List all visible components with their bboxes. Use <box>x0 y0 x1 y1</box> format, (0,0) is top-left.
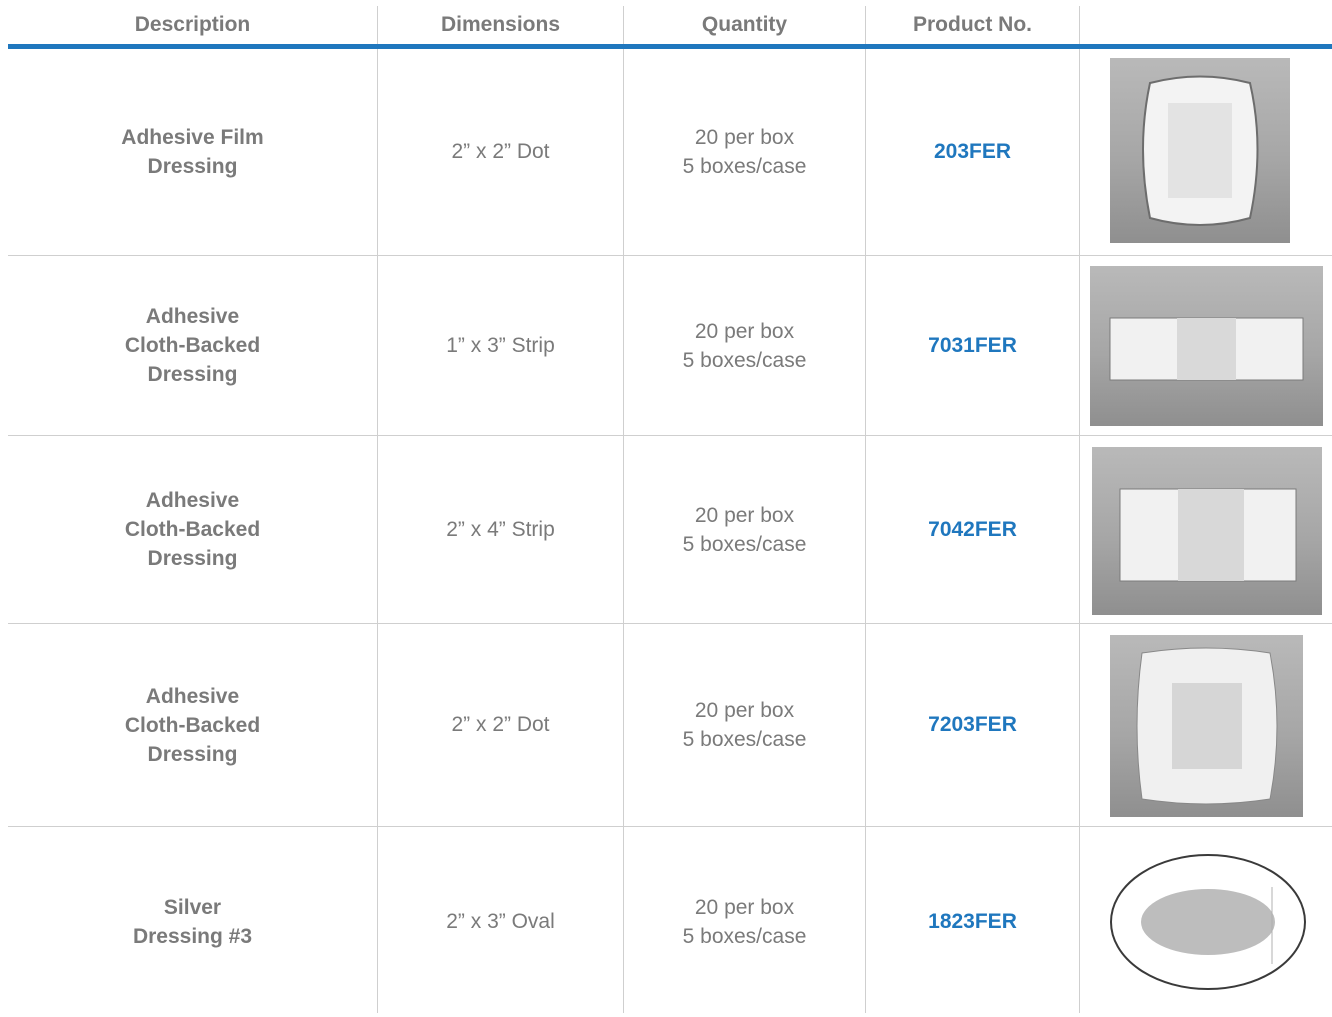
header-quantity: Quantity <box>701 13 788 36</box>
table-row-5-dimensions: 2” x 3” Oval <box>446 910 555 933</box>
header-dimensions: Dimensions <box>440 13 561 36</box>
square-cloth-dressing-photo <box>1110 635 1303 817</box>
header-image <box>1080 6 1332 44</box>
column-divider <box>1079 6 1080 1013</box>
table-row-4-product-no: 7203FER <box>928 713 1017 736</box>
table-row-4-dimensions: 2” x 2” Dot <box>451 713 550 736</box>
table-row-5-description: Silver Dressing #3 <box>132 896 253 948</box>
table-row-5-product-no: 1823FER <box>928 910 1017 933</box>
table-row-2-dimensions: 1” x 3” Strip <box>446 333 555 357</box>
table-row-3-dimensions: 2” x 4” Strip <box>446 517 555 541</box>
table-row-4-quantity: 20 per box 5 boxes/case <box>682 699 807 751</box>
table-row-1-product-no: 203FER <box>933 140 1012 163</box>
table-row-3-description: Adhesive Cloth-Backed Dressing <box>124 489 261 570</box>
table-row-2-quantity: 20 per box 5 boxes/case <box>682 319 807 372</box>
table-row-1-dimensions: 2” x 2” Dot <box>451 140 550 163</box>
table-row-5-quantity: 20 per box 5 boxes/case <box>682 896 807 948</box>
wide-cloth-strip-dressing-photo <box>1092 447 1322 615</box>
header-product-no: Product No. <box>913 13 1032 36</box>
table-row-3-quantity: 20 per box 5 boxes/case <box>682 503 807 556</box>
table-row-4-description: Adhesive Cloth-Backed Dressing <box>124 684 261 766</box>
square-film-dressing-photo <box>1110 58 1290 243</box>
oval-dressing-drawing <box>1108 852 1308 992</box>
table-row-2-description: Adhesive Cloth-Backed Dressing <box>124 305 261 386</box>
product-table <box>8 0 1332 1013</box>
table-row-1-quantity: 20 per box 5 boxes/case <box>682 126 807 178</box>
table-row-1-description: Adhesive Film Dressing <box>121 126 264 178</box>
table-row-2-product-no: 7031FER <box>928 333 1017 357</box>
header-description: Description <box>134 13 251 36</box>
table-row-3-product-no: 7042FER <box>928 517 1017 541</box>
cloth-strip-dressing-photo <box>1090 266 1323 426</box>
